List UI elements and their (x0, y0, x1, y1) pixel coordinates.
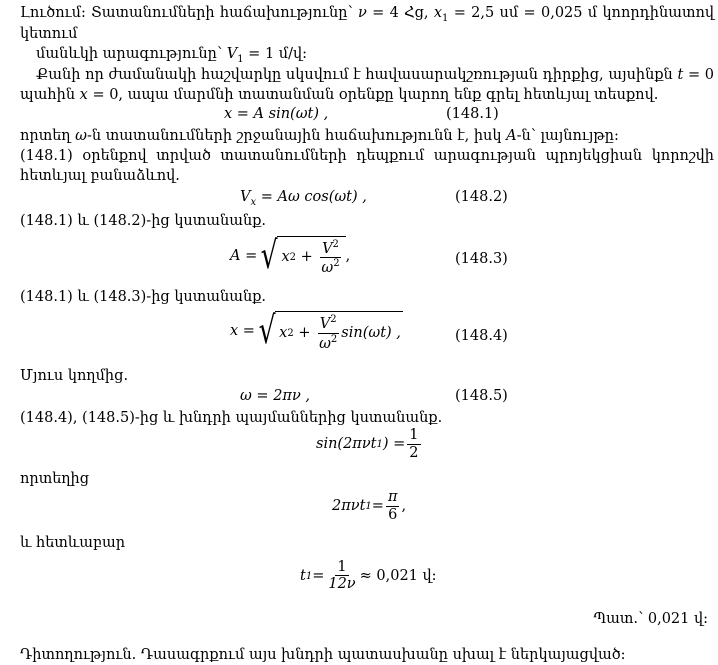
note-text: Դիտողություն. Դասագրքում այս խնդրի պատասխանը սխալ է ներկայացված: (20, 646, 626, 663)
equation-148-3: A = √ x 2 + $\frac{V^2}{\omega^2}$ , (148.3) (230, 232, 508, 277)
equation-148-2: $V_x = A\omega$ cos(ωt) , (148.2) (240, 189, 508, 209)
text-line: (148.1) և (148.2)-ից կստանանք. (20, 213, 267, 230)
text-line: (148.1) և (148.3)-ից կստանանք. (20, 288, 267, 305)
text-line: Լուծում: Տատանումների հաճախությունը՝ ν = 4 Հց, $x_1 = 2,5$ սմ = 0,025 մ կոորդինատով կետում (20, 5, 714, 43)
text-line: պահին x = 0, ապա մարմնի տատանման օրենքը կարող ենք գրել հետևյալ տեսքով. (20, 86, 659, 103)
text-line: (148.1) օրենքով տրված տատանումների դեպքում արագության պրոյեկցիան կորոշվի հետևյալ բանաձևով. (20, 148, 714, 184)
text-line: Մյուս կողմից. (20, 368, 129, 385)
answer-row (20, 604, 714, 634)
text-line: որտեղից (20, 471, 90, 488)
equation-148-1: x = A sin(ωt) , (148.1) (224, 106, 499, 123)
text-line: (148.4), (148.5)-ից և խնդրի պայմաններից կստանանք. (20, 409, 443, 426)
solution-page (20, 4, 714, 665)
equation-148-5: ω = 2πν , (148.5) (240, 387, 508, 404)
text-line: որտեղ ω-ն տատանումների շրջանային հաճախությունն է, իսկ A-ն՝ լայնույթը: (20, 128, 619, 145)
equation-result: t 1 = $\frac{1}{12\nu}$ ≈ 0,021 վ: (300, 558, 437, 593)
equation-148-4: x = √ x 2 + $\frac{V^2}{\omega^2}$ sin(ωt) , (148.4) (230, 308, 508, 353)
text-line: և հետևաբար (20, 534, 126, 551)
equation-phase: 2πνt 1 = $\frac{\pi}{6}$ , (332, 488, 407, 523)
text-line: Քանի որ ժամանակի հաշվարկը սկսվում է հավասարակշռության դիրքից, այսինքն t = 0 (36, 67, 714, 84)
equation-sin: sin(2πνt 1 ) = $\frac{1}{2}$ (316, 427, 419, 462)
sqrt-symbol: √ x 2 + $\frac{V^2}{\omega^2}$ sin(ωt) , (258, 308, 401, 353)
sqrt-symbol: √ x 2 + $\frac{V^2}{\omega^2}$ (257, 236, 345, 277)
answer-text: Պատ.՝ 0,021 վ: (593, 610, 708, 627)
text-line: մանևկի արագությունը՝ $V_1 = 1$ մ/վ: (36, 45, 308, 65)
